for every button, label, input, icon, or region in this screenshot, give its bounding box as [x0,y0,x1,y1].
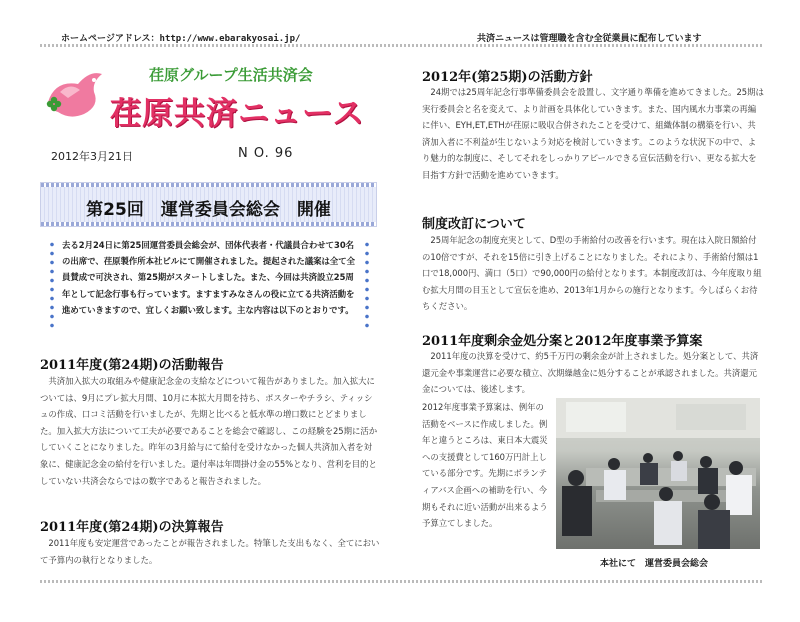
section-body-policy: 24期では25周年記念行事準備委員会を設置し、文字通り準備を進めてきました。25期は実行委員会と名を変えて、より計画を具体化していきます。また、国内風水力事業の再編に伴い、EYH,ET,ETHが荏原に吸収合併されたことを受けて、組織体制の構築を行い、共済加入者に不利益が生じないよう対応を検討していきます。このような状況下の中で、より魅力的な制度に、そしてそれをしっかりアピールできる宣伝活動を行い、更なる拡大を目指す方針で活動を進めていきます。 [422,87,764,180]
meeting-banner [40,182,377,227]
section-title-revision: 制度改訂について [422,217,526,232]
homepage-address[interactable]: ホームページアドレス：http://www.ebarakyosai.jp/ [61,34,301,44]
banner-title: 第25回 運営委員会総会 開催 [86,200,331,220]
dot-border-left [48,240,56,330]
distribution-notice: 共済ニュースは管理職を含む全従業員に配布しています [477,34,702,44]
section-body-revision: 25周年記念の制度充実として、D型の手術給付の改善を行います。現在は入院日額給付の10倍ですが、それを15倍に引き上げることになりました。それにより、手術給付額は1口で18,000円、満口（5口）で90,000円の給付となります。本制度改訂は、今年度取り組む拡大月間の目玉として宣伝を進め、2013年1月からの施行となります。今しばらくお待ちください。 [422,235,762,312]
section-body-financial-report: 2011年度も安定運営であったことが報告されました。特筆した支出もなく、全てにおいて予算内の執行となりました。 [40,538,380,565]
intro-text: 去る2月24日に第25回運営委員会総会が、団体代表者・代議員合わせて30名の出席で、荏原製作所本社ビルにて開催されました。提起された議案は全て全員賛成で可決され、第25期がスタートしました。また、今回は共済設立25周年として記念行事も行っています。ますますみなさんの役に立てる共済活動を進めていきますので、宜しくお願い致します。主な内容は以下のとおりです。 [62,240,355,315]
section-title-activity-report: 2011年度(第24期)の活動報告 [40,358,224,373]
dot-border-right [363,240,371,330]
newsletter-title: 荏原共済ニュース [110,96,365,132]
issue-number: N O. 96 [238,146,294,161]
top-divider [40,44,762,47]
section-title-surplus-budget: 2011年度剰余金処分案と2012年度事業予算案 [422,334,703,349]
section-title-policy: 2012年(第25期)の活動方針 [422,70,593,85]
issue-date: 2012年3月21日 [51,150,133,163]
section-title-financial-report: 2011年度(第24期)の決算報告 [40,520,224,535]
group-name: 荏原グループ生活共済会 [149,66,313,84]
section-body-activity-report: 共済加入拡大の取組みや健康記念金の支給などについて報告がありました。加入拡大については、9月にプレ拡大月間、10月に本拡大月間を持ち、ポスターやチラシ、ティッシュの作成、口コミ活動を行いましたが、先期と比べると低水準の増口数にとどまりました。加入拡大方法について工夫が必要であることを総会で確認し、この経験を25期に活かしていくことになりました。昨年の3月給与にて給付を受けなかった個人共済加入者を対象に、健康記念金の給付を行いました。還付率は年間掛け金の55%となり、営利を目的としていない共済会ならではの数字であると報告されました。 [40,376,378,486]
section-body-surplus: 2011年度の決算を受けて、約5千万円の剰余金が計上されました。処分案として、共済還元金や事業運営に必要な積立、次期繰越金に処分することが承認されました。共済還元金については、後述します。 [422,351,759,395]
photo-caption: 本社にて 運営委員会総会 [600,559,709,569]
bottom-divider [40,580,762,583]
dove-logo [40,62,110,132]
meeting-photo [556,398,760,549]
section-body-budget: 2012年度事業予算案は、例年の活動をベースに作成しました。例年と違うところは、東日本大震災への支援費として160万円計上している部分です。先期にボランティアバス企画への補助を行い、今期もそれに近い活動が出来るよう予算立てしました。 [422,402,548,529]
